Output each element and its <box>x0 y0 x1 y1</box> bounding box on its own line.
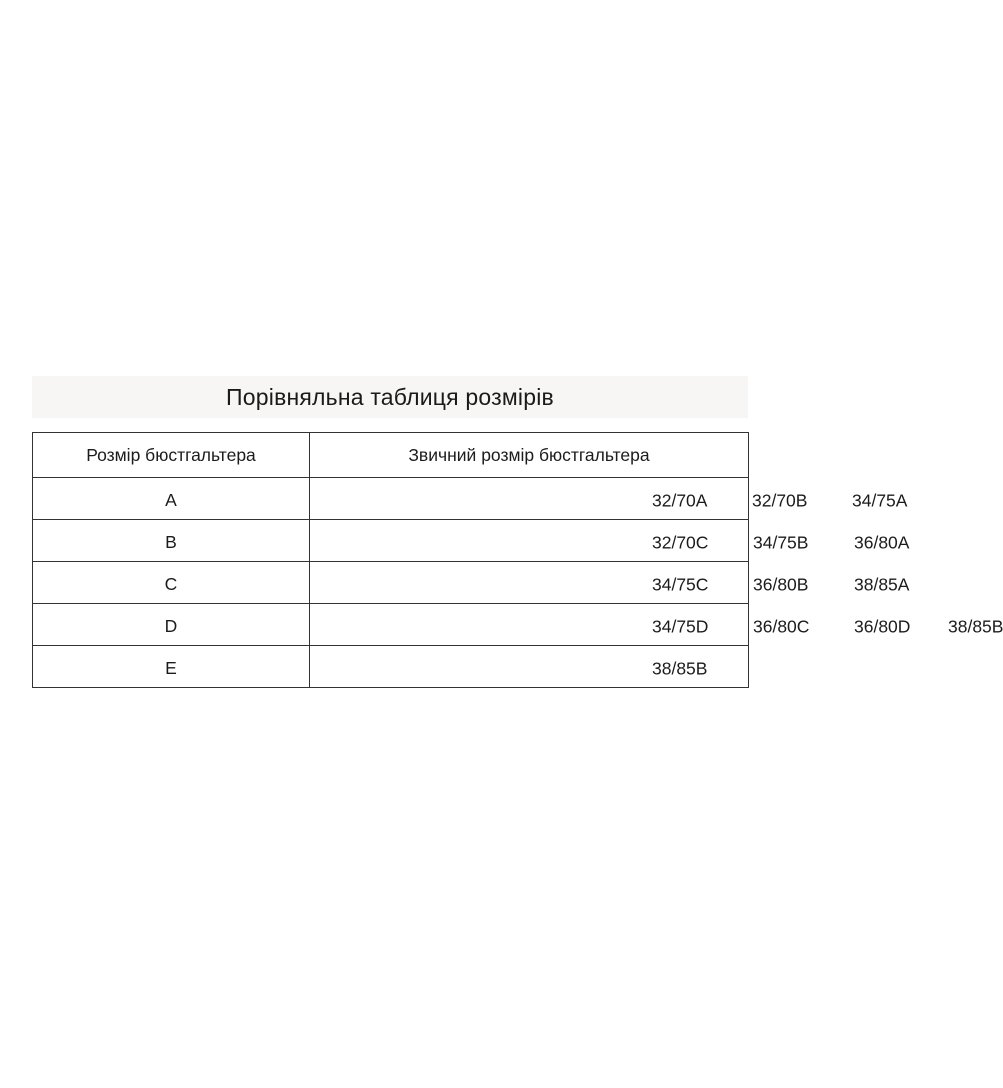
table-header-row <box>33 433 749 478</box>
header-size: Розмір бюстгальтера <box>33 433 310 478</box>
usual-size-value: 36/80A <box>854 532 910 553</box>
usual-size-value: 32/70B <box>752 490 808 511</box>
size-letter: A <box>165 490 177 510</box>
table-row <box>33 604 749 646</box>
size-comparison-table <box>32 432 1003 688</box>
table-row <box>33 646 749 688</box>
usual-size-value: 34/75B <box>753 532 809 553</box>
size-cell <box>33 604 310 646</box>
page-title: Порівняльна таблиця розмірів <box>226 383 554 410</box>
size-cell <box>33 478 310 520</box>
usual-size-value: 36/80B <box>753 574 809 595</box>
usual-size-value: 34/75C <box>652 574 709 595</box>
table-row <box>33 478 749 520</box>
usual-size-value: 34/75A <box>852 490 908 511</box>
usual-size-cell <box>310 562 910 604</box>
usual-size-value: 38/85B <box>652 658 708 679</box>
size-letter: E <box>165 658 177 678</box>
usual-size-cell <box>310 604 1003 646</box>
usual-size-value: 36/80D <box>854 616 911 637</box>
usual-size-cell <box>310 478 908 520</box>
size-letter: B <box>165 532 177 552</box>
usual-size-value: 36/80C <box>753 616 810 637</box>
usual-size-value: 34/75D <box>652 616 709 637</box>
usual-size-cell <box>310 646 749 688</box>
table-row <box>33 562 749 604</box>
title-band <box>32 376 748 418</box>
header-usual-size: Звичний розмір бюстгальтера <box>310 433 749 478</box>
size-cell <box>33 520 310 562</box>
table-row <box>33 520 749 562</box>
usual-size-cell <box>310 520 910 562</box>
size-letter: D <box>164 616 178 636</box>
usual-size-value: 38/85A <box>854 574 910 595</box>
size-cell <box>33 562 310 604</box>
size-cell <box>33 646 310 688</box>
size-letter: C <box>164 574 178 594</box>
usual-size-value: 32/70A <box>652 490 708 511</box>
usual-size-value: 38/85B <box>948 616 1003 637</box>
usual-size-value: 32/70C <box>652 532 709 553</box>
